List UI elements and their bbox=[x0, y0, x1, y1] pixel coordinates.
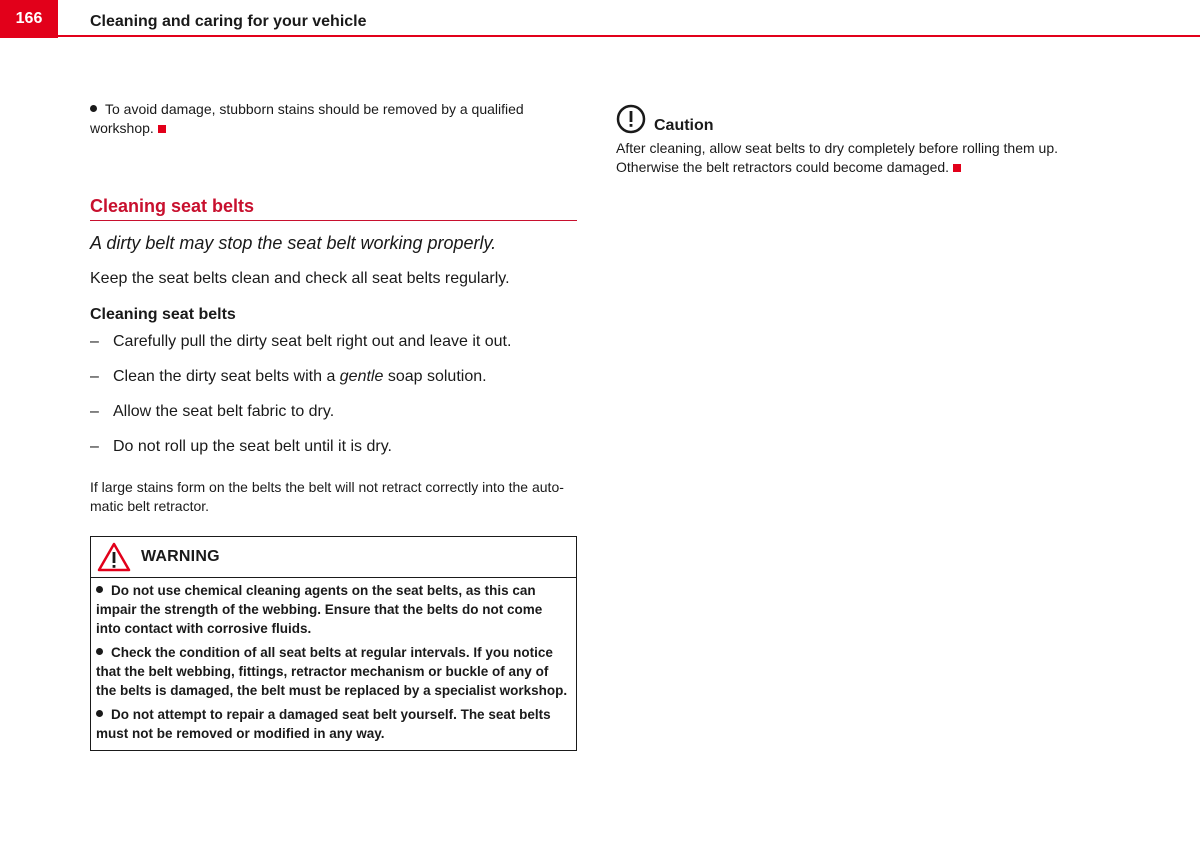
note-paragraph: If large stains form on the belts the belt will not retract correctly into the auto-matic belt retractor. bbox=[90, 479, 564, 514]
step-text: Allow the seat belt fabric to dry. bbox=[113, 403, 335, 420]
list-item bbox=[90, 402, 577, 421]
caution-text: After cleaning, allow seat belts to dry completely before rolling them up. Otherwise the belt retractors could become damaged. bbox=[616, 140, 1059, 175]
page-number: 166 bbox=[0, 0, 58, 38]
dash-icon: – bbox=[90, 438, 99, 455]
step-text: Do not roll up the seat belt until it is dry. bbox=[113, 438, 392, 455]
header-rule bbox=[58, 35, 1200, 37]
caution-label: Caution bbox=[654, 117, 714, 134]
chapter-title: Cleaning and caring for your vehicle bbox=[90, 13, 367, 30]
list-item bbox=[90, 367, 577, 386]
caution-header bbox=[616, 103, 1096, 135]
page-header bbox=[0, 0, 1200, 38]
body-paragraph: Keep the seat belts clean and check all seat belts regularly. bbox=[90, 270, 510, 287]
bullet-icon bbox=[96, 648, 103, 655]
warning-body bbox=[91, 578, 576, 750]
bullet-icon bbox=[96, 710, 103, 717]
right-column bbox=[616, 103, 1096, 177]
warning-triangle-icon bbox=[97, 542, 131, 572]
list-item: Check the condition of all seat belts at regular intervals. If you notice that the belt webbing, fittings, retractor mechanism or buckle of any of the belts is damaged, the belt must be replaced by a specialist workshop. bbox=[96, 645, 568, 698]
procedure-steps bbox=[90, 332, 577, 456]
intro-bullet-text: To avoid damage, stubborn stains should be removed by a qualified workshop. bbox=[90, 101, 524, 136]
caution-exclamation-icon bbox=[616, 104, 646, 134]
procedure-heading: Cleaning seat belts bbox=[90, 306, 236, 323]
end-square-icon bbox=[953, 164, 961, 172]
dash-icon: – bbox=[90, 403, 99, 420]
left-column bbox=[90, 100, 577, 751]
section-title: Cleaning seat belts bbox=[90, 196, 577, 221]
end-square-icon bbox=[158, 125, 166, 133]
bullet-icon bbox=[96, 586, 103, 593]
intro-bullet bbox=[90, 100, 577, 138]
list-item: Do not attempt to repair a damaged seat belt yourself. The seat belts must not be removed or modified in any way. bbox=[96, 707, 551, 741]
warning-header bbox=[91, 537, 576, 578]
warning-label: WARNING bbox=[141, 548, 220, 565]
bullet-icon bbox=[90, 105, 97, 112]
dash-icon: – bbox=[90, 333, 99, 350]
list-item: Do not use chemical cleaning agents on the seat belts, as this can impair the strength of the webbing. Ensure that the belts do not come into contact with corrosive fluids. bbox=[96, 583, 543, 636]
warning-box bbox=[90, 536, 577, 751]
list-item bbox=[90, 332, 577, 351]
dash-icon: – bbox=[90, 368, 99, 385]
step-text: Clean the dirty seat belts with a gentle soap solution. bbox=[113, 368, 487, 385]
step-text: Carefully pull the dirty seat belt right out and leave it out. bbox=[113, 333, 512, 350]
list-item bbox=[90, 437, 577, 456]
section-intro: A dirty belt may stop the seat belt working properly. bbox=[90, 233, 497, 253]
